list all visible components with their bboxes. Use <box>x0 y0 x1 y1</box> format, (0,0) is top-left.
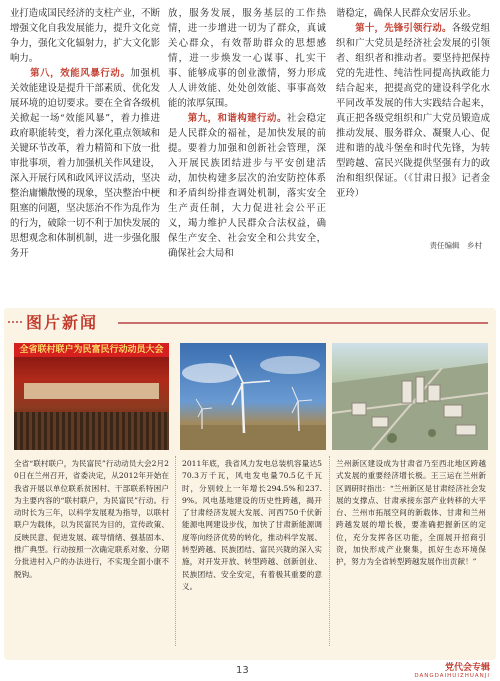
article-paragraph: 谐稳定，确保人民群众安居乐业。 <box>336 8 477 19</box>
photo-caption-1 <box>14 458 169 581</box>
column-divider <box>329 456 330 646</box>
conference-photo <box>14 343 169 450</box>
photo-caption-3 <box>336 458 486 569</box>
article-column-3 <box>336 6 490 201</box>
section-body: 社会稳定是人民群众的福祉，是加快发展的前提。要着力加强和创新社会管理，深入开展民族团结进步与平安创建活动，加快构建多层次的治安防控体系和矛盾纠纷排查调处机制，落实安全生产责任制，大力促进社会公平正义，竭力维护人民群众合法权益，确保生产安全、社会安全和公共安全，确保社会大局和 <box>168 113 326 259</box>
caption-text: 全省“联村联户，为民富民”行动动员大会2月20日在兰州召开，省委决定，从2012年开始在我省开展以单位联系贫困村、干部联系特困户为主要内容的“联村联户，为民富民”行动。行动时长为三年，以科学发展观为指导，以联村联户为载体，以为民富民为目的，宣传政策、反映民意、促进发展、疏导情绪、强基固本、推广典型。行动按照一次确定联系对象、分期分批进村入户的办法进行，不实现全面小康不脱钩。 <box>14 459 169 579</box>
article-paragraph <box>10 66 160 261</box>
stage-graphic <box>24 383 159 399</box>
decorative-divider <box>8 321 22 325</box>
column-divider <box>175 456 176 646</box>
wind-turbines-illustration <box>180 343 326 450</box>
photo-caption-2 <box>182 458 322 593</box>
publication-brand <box>414 660 490 679</box>
section-heading: 第九，和谐构建行动。 <box>187 113 287 124</box>
wind-farm-photo <box>180 343 326 450</box>
editor-credit: 责任编辑 乡村 <box>429 241 482 250</box>
audience-graphic <box>14 412 169 450</box>
article-paragraph: 放，服务发展，服务基层的工作热情，进一步增进一切为了群众，真诚关心群众，有效帮助群众的思想感情，进一步焕发一心谋事、扎实干事、能够成事的创业激情，努力形成人人讲效能、处处创效能、事事高效能的浓厚氛围。 <box>168 8 326 109</box>
decorative-divider <box>118 322 488 324</box>
brand-title: 党代会专辑 <box>444 663 490 673</box>
article-column-2 <box>168 6 326 261</box>
brand-subtitle: DANGDAIHUIZHUANJI <box>414 673 490 679</box>
page-number: 13 <box>236 665 249 676</box>
article-paragraph <box>336 21 490 201</box>
section-heading: 第十，先锋引领行动。 <box>355 23 452 34</box>
picture-news-title: 图片新闻 <box>26 313 99 332</box>
new-district-photo <box>332 343 488 450</box>
article-paragraph: 业打造成国民经济的支柱产业，不断增强文化自我发展能力，提升文化竞争力，强化文化辐射力，扩大文化影响力。 <box>10 8 161 64</box>
article-column-1 <box>10 6 160 261</box>
caption-text: 兰州新区建设成为甘肃省乃至西北地区跨越式发展的重要经济增长极。王三运在兰州新区调研时指出：“兰州新区是甘肃经济社会发展的支撑点、甘肃承接东部产业转移的大平台、兰州市拓展空间的新载体、甘肃和兰州跨越发展的增长极，要准确把握新区的定位，充分发挥各区功能，全面展开招商引资，加快形成产业聚集，抓好生态环境保护，努力为全省转型跨越发展作出贡献！” <box>336 459 486 567</box>
section-body: 加强机关效能建设是提升干部素质、优化发展环境的迫切要求。要在全省各级机关掀起一场“效能风暴”，着力推进政府职能转变，着力深化重点领域和关键环节改革，着力精简和下放一批审批事项，着力加强机关作风建设，深入开展行风和政风评议活动，坚决整治庸懒散慢的现象，坚决整治中梗阻塞的问题，坚决惩治不作为乱作为的行为，破除一切不利于加快发展的思想观念和体制机制，进一步强化服务开 <box>10 68 161 259</box>
photo-banner: 全省联村联户为民富民行动动员大会 <box>14 343 169 357</box>
section-body: 各级党组织和广大党员是经济社会发展的引领者、组织者和推动者。要坚持把保持党的先进性、纯洁性同提高执政能力结合起来，把提高党的建设科学化水平同改革发展的伟大实践结合起来，真正把各级党组织和广大党员锻造成推动发展、服务群众、凝聚人心、促进和谐的战斗堡垒和时代先锋，为转型跨越、富民兴陇提供坚强有力的政治和组织保证。（《甘肃日报》记者金亚玲） <box>336 23 490 199</box>
section-heading: 第八，效能风暴行动。 <box>30 68 131 79</box>
article-paragraph <box>168 111 326 261</box>
city-model-illustration <box>332 343 488 450</box>
caption-text: 2011年底，我省风力发电总装机容量达570.3万千瓦，风电发电量70.5亿千瓦时，分别较上一年增长294.5%和237.9%。风电基地建设的历史性跨越，揭开了甘肃经济发展大发展、河西750千伏新能源电网建设步伐，加快了甘肃新能源调度等向经济优势的转化，推动科学发展、转型跨越、民族团结、富民兴陇的深入实施，对开发开放、转型跨越、创新创业、民族团结、安全安定，有着极其重要的意义。 <box>182 459 322 591</box>
